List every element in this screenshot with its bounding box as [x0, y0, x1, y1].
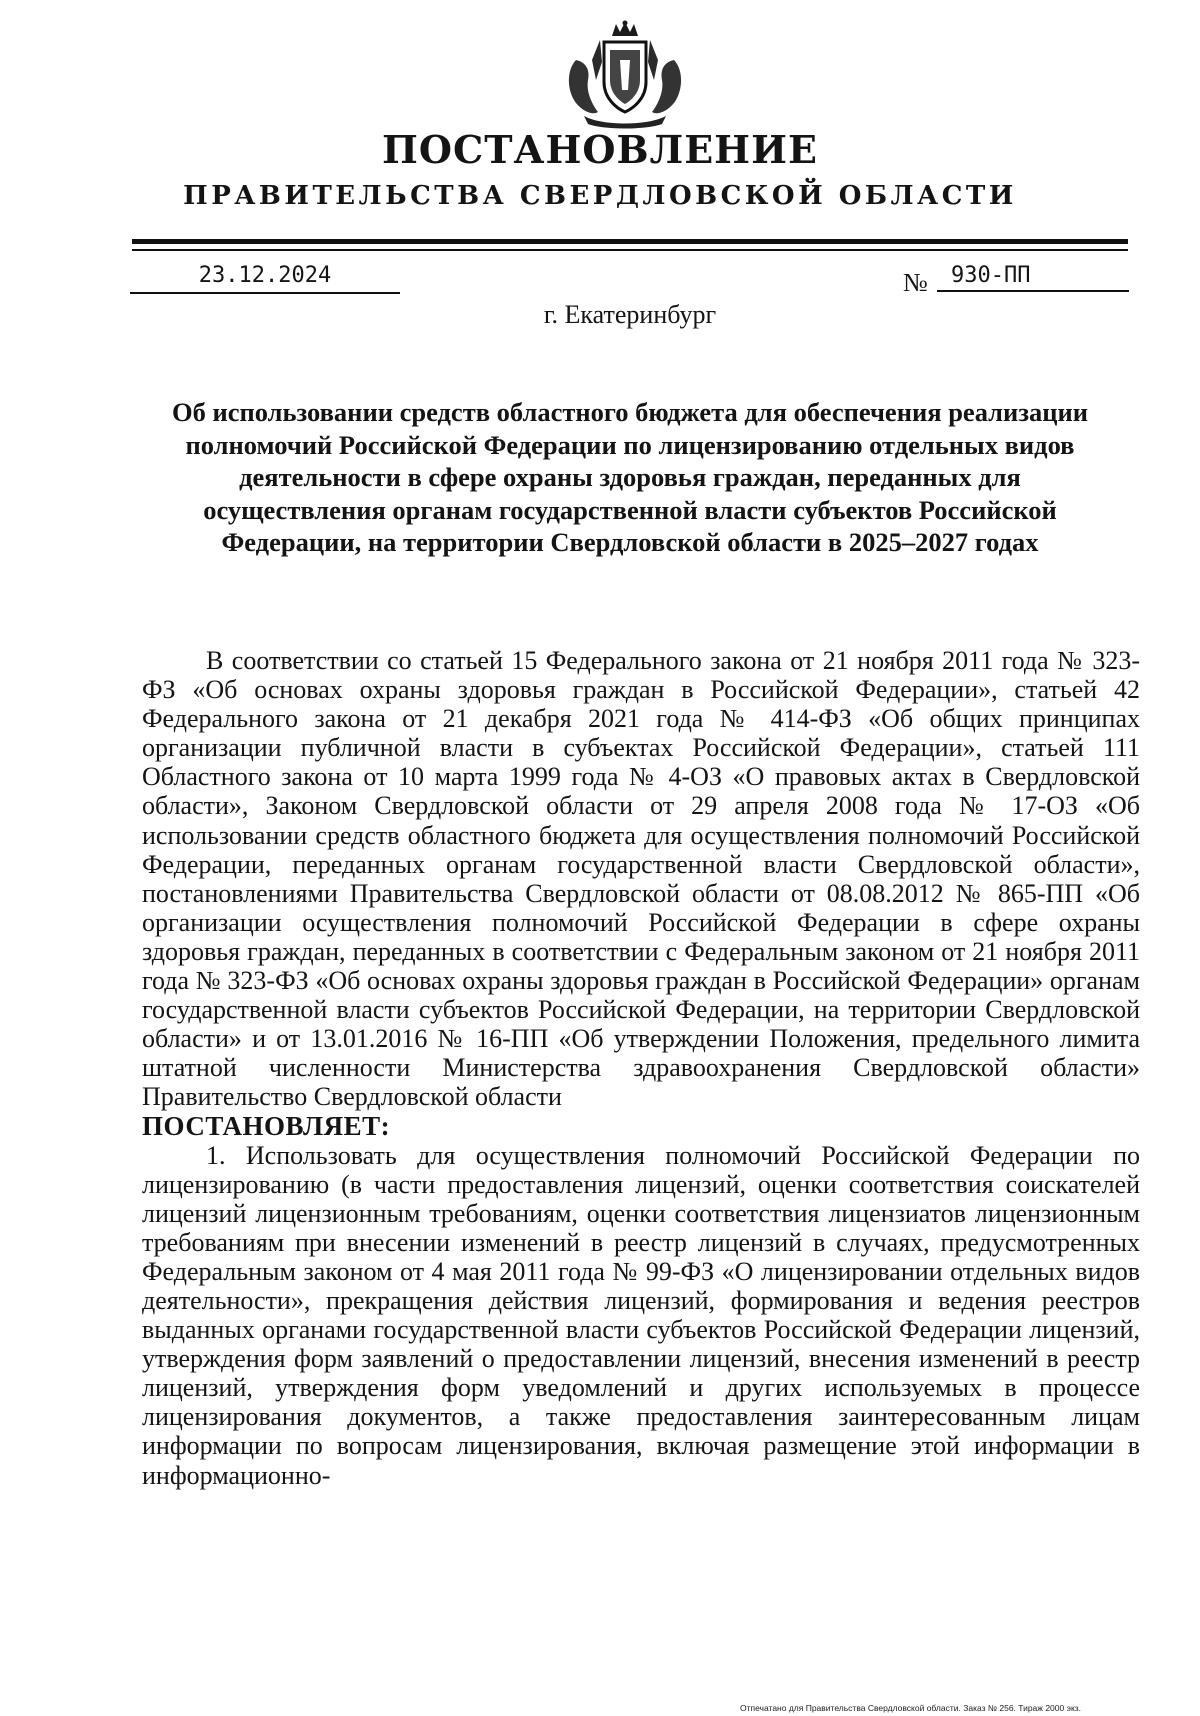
- header-rule-thin: [132, 249, 1128, 251]
- print-footer: Отпечатано для Правительства Свердловской области. Заказ № 256. Тираж 2000 экз.: [740, 1703, 1082, 1713]
- document-title: ПОСТАНОВЛЕНИЕ: [382, 127, 818, 172]
- clause-1-paragraph: 1. Использовать для осуществления полномочий Российской Федерации по лицензированию (в части предоставления лицензий, оценки соответствия соискателей лицензий лицензионным требованиям, оценки соответствия лицензиатов лицензионным требованиям при внесении изменений в реестр лицензий в случаях, предусмотренных Федеральным законом от 4 мая 2011 года № 99-ФЗ «О лицензировании отдельных видов деятельности», прекращения действия лицензий, формирования и ведения реестров выданных органами государственной власти субъектов Российской Федерации лицензий, утверждения форм заявлений о предоставлении лицензий, внесения изменений в реестр лицензий, утверждения форм уведомлений и других используемых в процессе лицензирования документов, а также предоставления заинтересованным лицам информации по вопросам лицензирования, включая размещение этой информации в информационно-: [142, 1140, 1140, 1490]
- header-rule-thick: [132, 239, 1128, 244]
- preamble-paragraph: В соответствии со статьей 15 Федерального закона от 21 ноября 2011 года № 323-ФЗ «Об основах охраны здоровья граждан в Российской Федерации», статьей 42 Федерального закона от 21 декабря 2021 года № 414-ФЗ «Об общих принципах организации публичной власти в субъектах Российской Федерации», статьей 111 Областного закона от 10 марта 1999 года № 4-ОЗ «О правовых актах в Свердловской области», Законом Свердловской области от 29 апреля 2008 года № 17-ОЗ «Об использовании средств областного бюджета для осуществления полномочий Российской Федерации, переданных органам государственной власти Свердловской области», постановлениями Правительства Свердловской области от 08.08.2012 № 865-ПП «Об организации осуществления полномочий Российской Федерации в сфере охраны здоровья граждан, переданных в соответствии с Федеральным законом от 21 ноября 2011 года № 323-ФЗ «Об основах охраны здоровья граждан в Российской Федерации» органам государственной власти субъектов Российской Федерации, на территории Свердловской области» и от 13.01.2016 № 16-ПП «Об утверждении Положения, предельного лимита штатной численности Министерства здравоохранения Свердловской области» Правительство Свердловской области: [142, 646, 1140, 1112]
- document-number: 930-ПП: [937, 262, 1129, 292]
- decree-word: ПОСТАНОВЛЯЕТ:: [142, 1110, 391, 1141]
- document-subtitle: ПРАВИТЕЛЬСТВА СВЕРДЛОВСКОЙ ОБЛАСТИ: [183, 181, 1017, 211]
- document-city: г. Екатеринбург: [543, 300, 717, 329]
- number-sign: №: [903, 268, 928, 297]
- document-date: 23.12.2024: [130, 262, 400, 294]
- document-heading: Об использовании средств областного бюджета для обеспечения реализации полномочий Российской Федерации по лицензированию отдельных видов деятельности в сфере охраны здоровья граждан, переданных для осуществления органам государственной власти субъектов Российской Федерации, на территории Свердловской области в 2025–2027 годах: [171, 397, 1089, 557]
- sverdlovsk-coat-of-arms-icon: [562, 20, 688, 130]
- document-body: [142, 646, 1140, 1490]
